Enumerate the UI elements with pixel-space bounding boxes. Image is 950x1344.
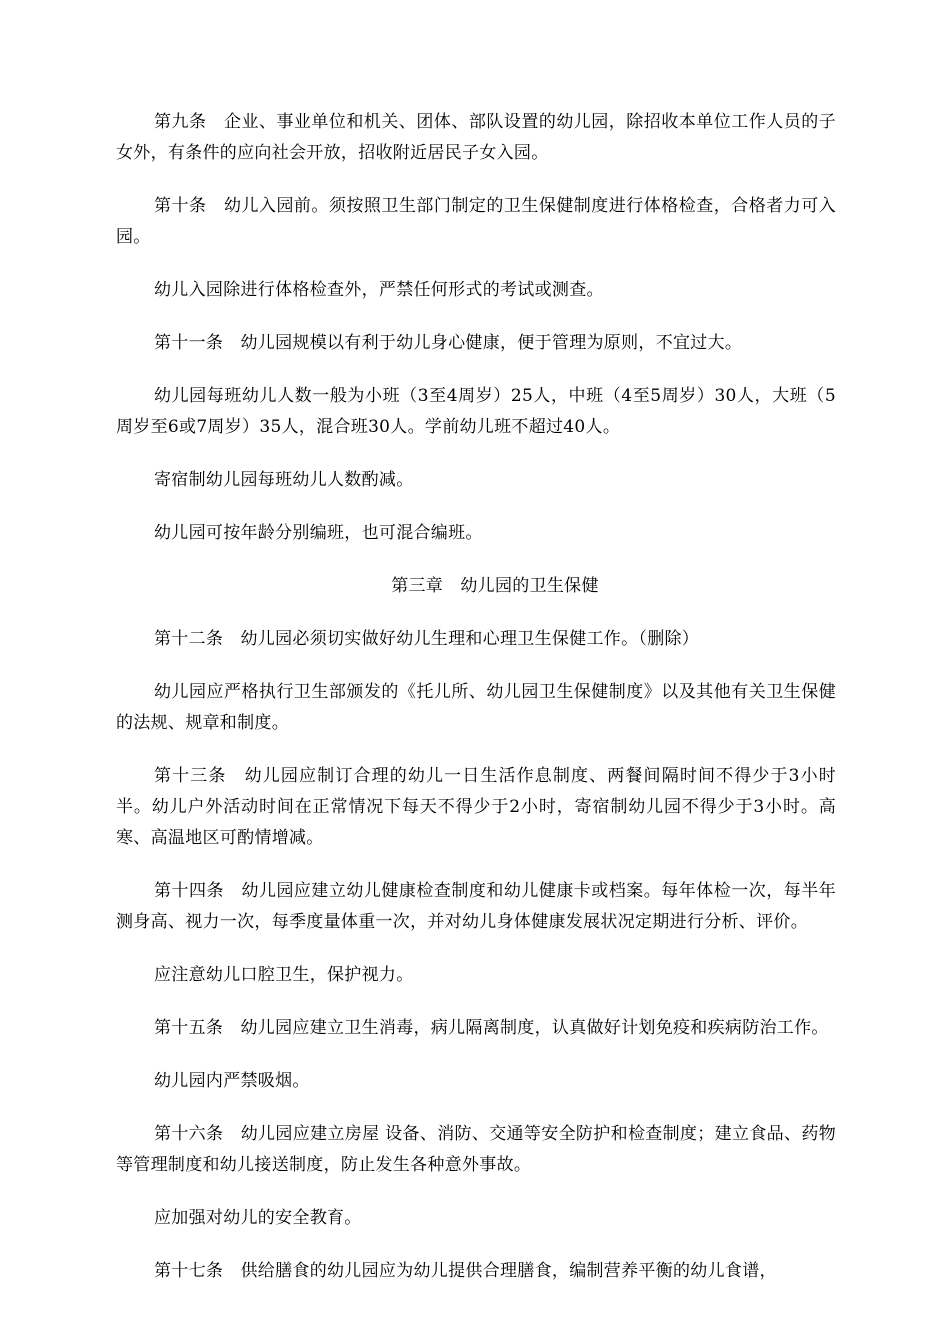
paragraph-oral-hygiene: 应注意幼儿口腔卫生，保护视力。 bbox=[154, 965, 414, 985]
paragraph-article-17: 第十七条 供给膳食的幼儿园应为幼儿提供合理膳食，编制营养平衡的幼儿食谱， bbox=[154, 1261, 777, 1281]
paragraph-admission-exam: 幼儿入园除进行体格检查外，严禁任何形式的考试或测查。 bbox=[154, 280, 604, 300]
paragraph-safety-education: 应加强对幼儿的安全教育。 bbox=[154, 1208, 362, 1228]
paragraph-article-11: 第十一条 幼儿园规模以有利于幼儿身心健康，便于管理为原则，不宜过大。 bbox=[154, 333, 743, 353]
paragraph-article-10: 第十条 幼儿入园前。须按照卫生部门制定的卫生保健制度进行体格检查，合格者力可入园。 bbox=[116, 196, 836, 247]
chapter-heading: 第三章 幼儿园的卫生保健 bbox=[391, 576, 599, 596]
paragraph-article-15: 第十五条 幼儿园应建立卫生消毒，病儿隔离制度，认真做好计划免疫和疾病防治工作。 bbox=[154, 1018, 829, 1038]
paragraph-article-14: 第十四条 幼儿园应建立幼儿健康检查制度和幼儿健康卡或档案。每年体检一次，每半年测身高、视力一次，每季度量体重一次，并对幼儿身体健康发展状况定期进行分析、评价。 bbox=[116, 881, 836, 932]
paragraph-article-16: 第十六条 幼儿园应建立房屋 设备、消防、交通等安全防护和检查制度；建立食品、药物等管理制度和幼儿接送制度，防止发生各种意外事故。 bbox=[116, 1124, 836, 1175]
document-page bbox=[116, 107, 836, 1309]
paragraph-class-size: 幼儿园每班幼儿人数一般为小班（3至4周岁）25人，中班（4至5周岁）30人，大班（5周岁至6或7周岁）35人，混合班30人。学前幼儿班不超过40人。 bbox=[116, 386, 836, 437]
paragraph-article-9: 第九条 企业、事业单位和机关、团体、部队设置的幼儿园，除招收本单位工作人员的子女外，有条件的应向社会开放，招收附近居民子女入园。 bbox=[116, 112, 836, 163]
paragraph-boarding: 寄宿制幼儿园每班幼儿人数酌减。 bbox=[154, 470, 414, 490]
paragraph-article-12: 第十二条 幼儿园必须切实做好幼儿生理和心理卫生保健工作。（删除） bbox=[154, 629, 700, 649]
paragraph-class-grouping: 幼儿园可按年龄分别编班，也可混合编班。 bbox=[154, 523, 483, 543]
paragraph-article-13: 第十三条 幼儿园应制订合理的幼儿一日生活作息制度、两餐间隔时间不得少于3小时半。幼儿户外活动时间在正常情况下每天不得少于2小时，寄宿制幼儿园不得少于3小时。高寒、高温地区可酌情增减。 bbox=[116, 766, 836, 848]
paragraph-health-regulations: 幼儿园应严格执行卫生部颁发的《托儿所、幼儿园卫生保健制度》以及其他有关卫生保健的法规、规章和制度。 bbox=[116, 682, 836, 733]
paragraph-no-smoking: 幼儿园内严禁吸烟。 bbox=[154, 1071, 310, 1091]
